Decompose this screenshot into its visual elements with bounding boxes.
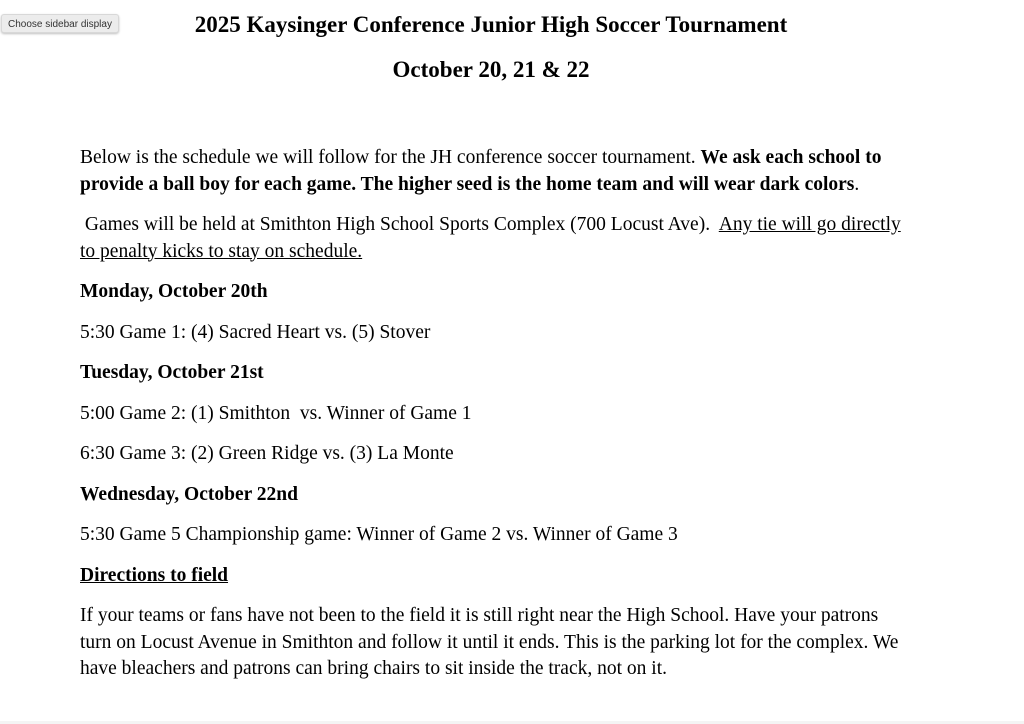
intro-period: . <box>854 173 860 195</box>
game-5: 5:30 Game 5 Championship game: Winner of Game 2 vs. Winner of Game 3 <box>80 524 678 545</box>
intro-paragraph <box>80 145 908 198</box>
wednesday-heading: Wednesday, October 22nd <box>80 483 298 505</box>
tuesday-heading: Tuesday, October 21st <box>80 362 264 383</box>
document-dates: October 20, 21 & 22 <box>392 57 590 82</box>
monday-heading: Monday, October 20th <box>80 281 268 302</box>
directions-heading: Directions to field <box>80 564 229 586</box>
venue-text: Games will be held at Smithton High School Sports Complex (700 Locust Ave). <box>80 214 719 235</box>
directions-paragraph: If your teams or fans have not been to the field it is still right near the High School. Have your patrons turn on Locust Avenue in Smithton and follow it until it ends. This is the parking lot for the complex. We have bleachers and patrons can bring chairs to sit inside the track, not on it. <box>80 605 899 679</box>
game-3: 6:30 Game 3: (2) Green Ridge vs. (3) La Monte <box>80 443 454 464</box>
game-2: 5:00 Game 2: (1) Smithton vs. Winner of Game 1 <box>80 402 472 424</box>
intro-bold-instructions: We ask each school to provide a ball boy for each game. The higher seed is the home team and will wear dark colors <box>80 147 882 195</box>
venue-paragraph <box>80 212 908 265</box>
document-body <box>80 145 908 683</box>
document-title: 2025 Kaysinger Conference Junior High Soccer Tournament <box>194 12 788 37</box>
tie-rule-text: Any tie will go directly to penalty kicks to stay on schedule. <box>80 214 901 262</box>
game-1: 5:30 Game 1: (4) Sacred Heart vs. (5) Stover <box>80 321 431 343</box>
sidebar-display-button[interactable]: Choose sidebar display <box>1 14 119 33</box>
intro-text: Below is the schedule we will follow for the JH conference soccer tournament. <box>80 147 701 168</box>
